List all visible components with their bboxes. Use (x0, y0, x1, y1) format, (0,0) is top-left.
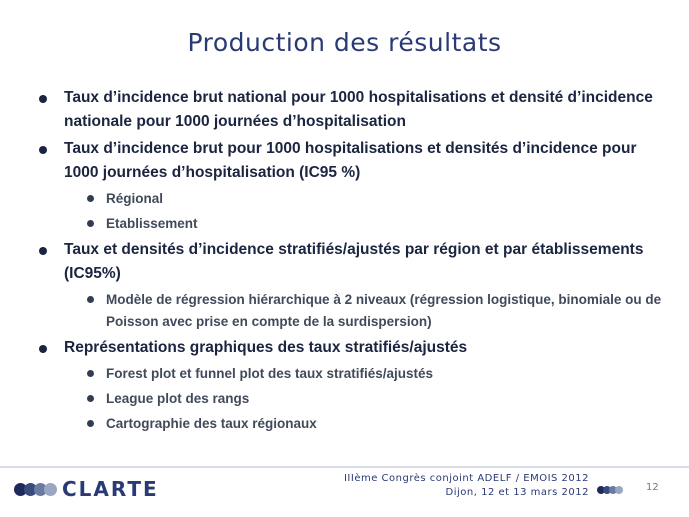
bullet-icon (39, 95, 47, 103)
bullet-text: Forest plot et funnel plot des taux stratifiés/ajustés (106, 366, 434, 381)
slide-title: Production des résultats (187, 28, 502, 57)
bullet-text: Taux d’incidence brut national pour 1000 hospitalisations et densité d’incidence nationale pour 1000 journées d’hospitalisation (64, 89, 653, 130)
bullet-text: Etablissement (106, 216, 198, 231)
bullet-item (38, 238, 668, 286)
bullet-icon (87, 195, 94, 202)
bullet-icon (39, 345, 47, 353)
bullet-item (38, 336, 668, 360)
sub-bullet-item (38, 413, 668, 435)
footer-divider (0, 466, 689, 468)
clarte-logo (14, 478, 159, 500)
footer-dots-icon (597, 486, 621, 494)
bullet-icon (87, 296, 94, 303)
logo-circle-icon (44, 483, 57, 496)
bullet-text: Cartographie des taux régionaux (106, 416, 317, 431)
sub-bullet-item (38, 363, 668, 385)
conference-dates: Dijon, 12 et 13 mars 2012 (445, 487, 589, 498)
bullet-text: Régional (106, 191, 164, 206)
sub-bullet-item (38, 388, 668, 410)
bullet-icon (87, 220, 94, 227)
bullet-text: Modèle de régression hiérarchique à 2 niveaux (régression logistique, binomiale ou de Poisson avec prise en compte de la surdispersion) (106, 292, 662, 329)
bullet-text: Taux et densités d’incidence stratifiés/ajustés par région et par établissements (IC95%) (64, 241, 644, 282)
bullet-icon (39, 247, 47, 255)
sub-bullet-item (38, 213, 668, 235)
sub-bullet-item (38, 188, 668, 210)
bullet-list (38, 86, 668, 438)
bullet-text: Taux d’incidence brut pour 1000 hospitalisations et densités d’incidence pour 1000 journées d’hospitalisation (IC95 %) (64, 140, 637, 181)
page-number: 12 (646, 482, 659, 493)
conference-name: IIIème Congrès conjoint ADELF / EMOIS 2012 (343, 473, 589, 484)
bullet-icon (87, 420, 94, 427)
bullet-text: League plot des rangs (106, 391, 250, 406)
bullet-icon (87, 370, 94, 377)
bullet-icon (39, 146, 47, 154)
sub-bullet-item (38, 289, 668, 333)
bullet-item (38, 86, 668, 134)
bullet-text: Représentations graphiques des taux stratifiés/ajustés (64, 339, 468, 356)
logo-text: CLARTE (62, 477, 159, 501)
bullet-icon (87, 395, 94, 402)
conference-info (344, 472, 589, 500)
bullet-item (38, 137, 668, 185)
